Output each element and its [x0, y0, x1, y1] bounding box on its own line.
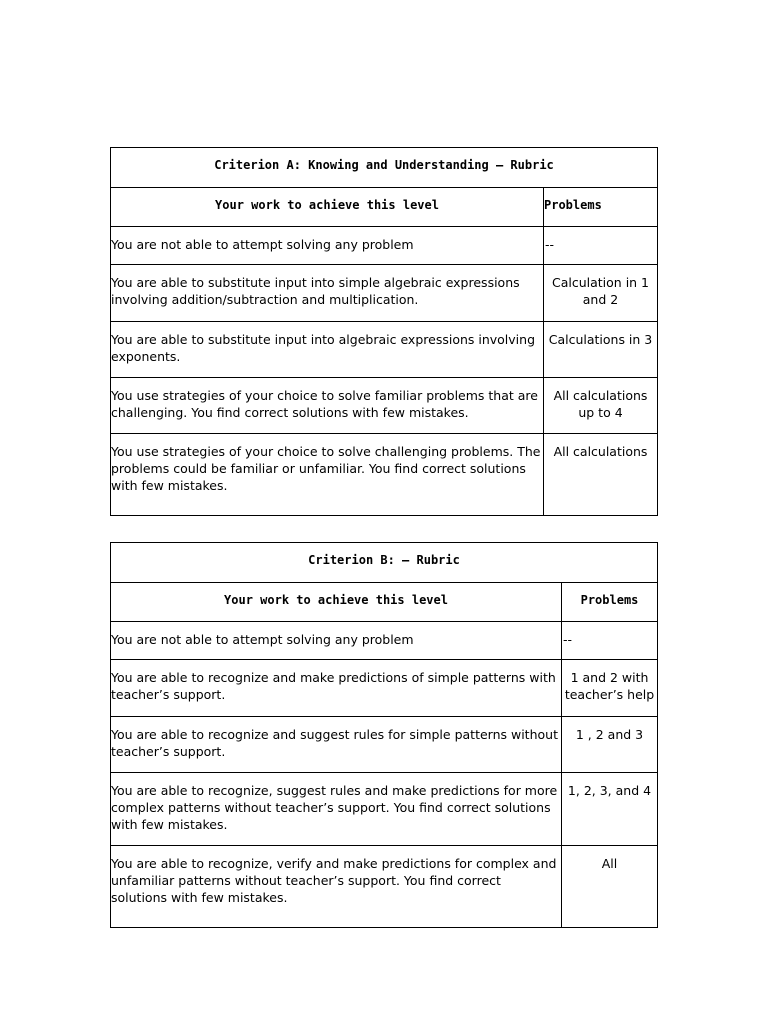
criterion-b-level-description: You are able to recognize and suggest rules for simple patterns without teacher’s support.	[111, 717, 562, 773]
criterion-a-level-problems: All calculations up to 4	[544, 378, 658, 434]
table-row	[111, 265, 658, 322]
criterion-a-level-problems: Calculations in 3	[544, 322, 658, 378]
criterion-b-level-problems: 1 and 2 with teacher’s help	[562, 660, 658, 717]
criterion-a-level-problems: Calculation in 1 and 2	[544, 265, 658, 322]
criterion-b-title: Criterion B: – Rubric	[111, 543, 658, 583]
table-row	[111, 773, 658, 846]
criterion-b-level-problems: --	[562, 622, 658, 660]
table-row	[111, 227, 658, 265]
table-row	[111, 846, 658, 928]
criterion-a-level-description: You use strategies of your choice to solve challenging problems. The problems could be familiar or unfamiliar. You find correct solutions with few mistakes.	[111, 434, 544, 516]
criterion-a-level-description: You are able to substitute input into algebraic expressions involving exponents.	[111, 322, 544, 378]
criterion-b-rubric-table	[110, 542, 658, 928]
criterion-a-level-description: You are not able to attempt solving any problem	[111, 227, 544, 265]
criterion-b-level-problems: 1 , 2 and 3	[562, 717, 658, 773]
table-row	[111, 322, 658, 378]
criterion-a-title: Criterion A: Knowing and Understanding – Rubric	[111, 148, 658, 188]
criterion-a-level-problems: All calculations	[544, 434, 658, 516]
criterion-b-level-description: You are able to recognize, verify and make predictions for complex and unfamiliar patterns without teacher’s support. You find correct solutions with few mistakes.	[111, 846, 562, 928]
criterion-a-header-work: Your work to achieve this level	[111, 188, 544, 227]
criterion-a-level-problems: --	[544, 227, 658, 265]
criterion-b-level-description: You are able to recognize, suggest rules and make predictions for more complex patterns without teacher’s support. You find correct solutions with few mistakes.	[111, 773, 562, 846]
table-row	[111, 660, 658, 717]
criterion-a-header-problems: Problems	[544, 188, 658, 227]
criterion-a-level-description: You use strategies of your choice to solve familiar problems that are challenging. You find correct solutions with few mistakes.	[111, 378, 544, 434]
criterion-a-rubric-table	[110, 147, 658, 516]
criterion-b-level-problems: All	[562, 846, 658, 928]
criterion-b-header-problems: Problems	[562, 583, 658, 622]
criterion-b-level-description: You are able to recognize and make predictions of simple patterns with teacher’s support.	[111, 660, 562, 717]
criterion-b-level-problems: 1, 2, 3, and 4	[562, 773, 658, 846]
criterion-b-level-description: You are not able to attempt solving any problem	[111, 622, 562, 660]
table-row	[111, 717, 658, 773]
table-row	[111, 622, 658, 660]
table-row	[111, 378, 658, 434]
criterion-a-level-description: You are able to substitute input into simple algebraic expressions involving addition/subtraction and multiplication.	[111, 265, 544, 322]
criterion-b-header-work: Your work to achieve this level	[111, 583, 562, 622]
table-row	[111, 434, 658, 516]
